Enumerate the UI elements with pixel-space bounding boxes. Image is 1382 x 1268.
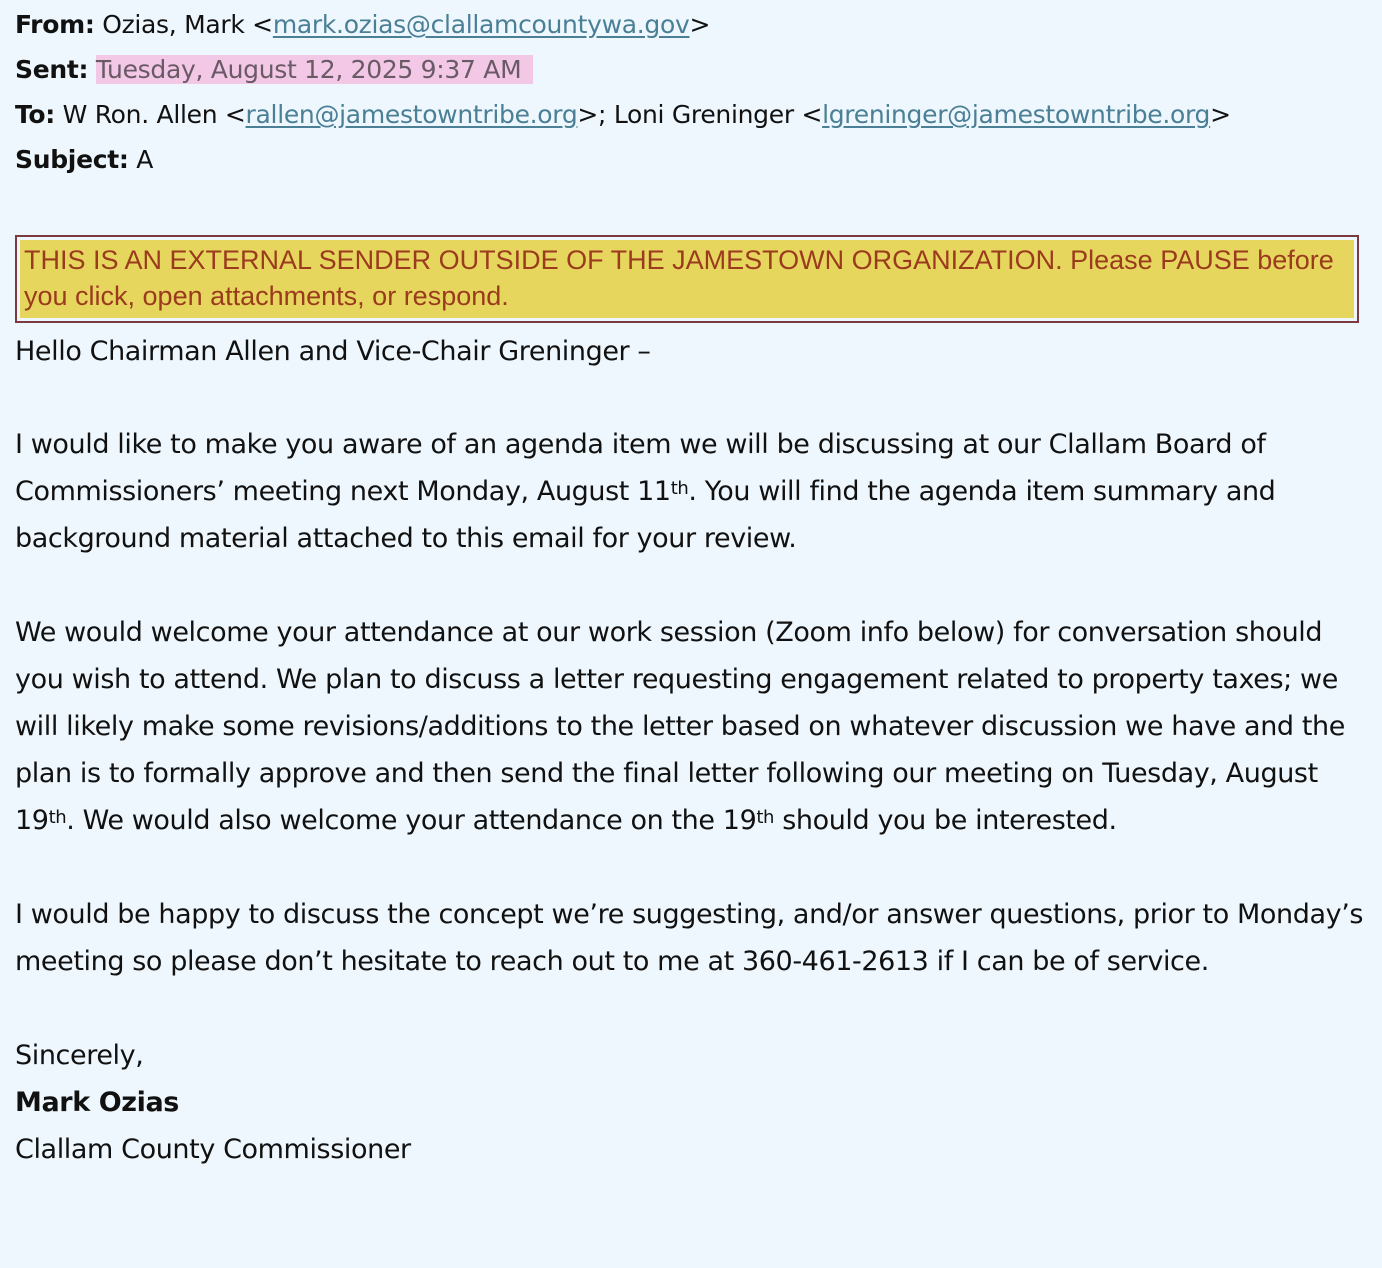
- superscript-th: th: [670, 477, 689, 499]
- from-close: >: [689, 10, 711, 39]
- from-label: From:: [15, 10, 95, 39]
- greeting: Hello Chairman Allen and Vice-Chair Greninger –: [15, 336, 651, 367]
- sent-label: Sent:: [15, 55, 89, 84]
- superscript-th: th: [756, 806, 775, 828]
- from-name: Ozias, Mark <: [102, 10, 273, 39]
- paragraph-2: [15, 609, 1365, 844]
- to-close: >: [1210, 100, 1231, 129]
- to-separator: >; Loni Greninger <: [577, 100, 823, 129]
- to-email-link-1[interactable]: rallen@jamestowntribe.org: [245, 100, 578, 129]
- superscript-th: th: [48, 806, 67, 828]
- paragraph-2-text-c: should you be interested.: [774, 805, 1117, 836]
- closing: Sincerely,: [15, 1040, 144, 1071]
- paragraph-1: [15, 421, 1365, 562]
- subject-value: A: [136, 145, 154, 174]
- paragraph-1-text-b: . You will find the agenda item summary and background material attached to this email for your review.: [15, 476, 1276, 554]
- sent-row: [15, 47, 1365, 92]
- email-body: [15, 328, 1365, 1173]
- from-email-link[interactable]: mark.ozias@clallamcountywa.gov: [272, 10, 690, 39]
- paragraph-2-text-b: . We would also welcome your attendance on the 19: [66, 805, 757, 836]
- sent-value: Tuesday, August 12, 2025 9:37 AM: [96, 55, 533, 84]
- from-row: [15, 2, 1365, 47]
- email-headers: [15, 0, 1365, 182]
- email-message: [15, 0, 1365, 1173]
- warning-text: THIS IS AN EXTERNAL SENDER OUTSIDE OF THE JAMESTOWN ORGANIZATION. Please PAUSE before you click, open attachments, or respond.: [20, 240, 1354, 318]
- to-name-1: W Ron. Allen <: [62, 100, 246, 129]
- external-sender-warning: [15, 235, 1359, 323]
- to-label: To:: [15, 100, 56, 129]
- paragraph-3: I would be happy to discuss the concept we’re suggesting, and/or answer questions, prior to Monday’s meeting so please don’t hesitate to reach out to me at 360-461-2613 if I can be of service.: [15, 899, 1364, 977]
- signature-title: Clallam County Commissioner: [15, 1134, 411, 1165]
- subject-row: [15, 137, 1365, 182]
- paragraph-1-text-a: I would like to make you aware of an agenda item we will be discussing at our Clallam Board of Commissioners’ meeting next Monday, August 11: [15, 429, 1266, 507]
- to-email-link-2[interactable]: lgreninger@jamestowntribe.org: [822, 100, 1211, 129]
- subject-label: Subject:: [15, 145, 129, 174]
- signature-name: Mark Ozias: [15, 1087, 179, 1118]
- to-row: [15, 92, 1365, 137]
- paragraph-2-text-a: We would welcome your attendance at our work session (Zoom info below) for conversation should you wish to attend. We plan to discuss a letter requesting engagement related to property taxes; we will likely make some revisions/additions to the letter based on whatever discussion we have and the plan is to formally approve and then send the final letter following our meeting on Tuesday, August 19: [15, 617, 1345, 836]
